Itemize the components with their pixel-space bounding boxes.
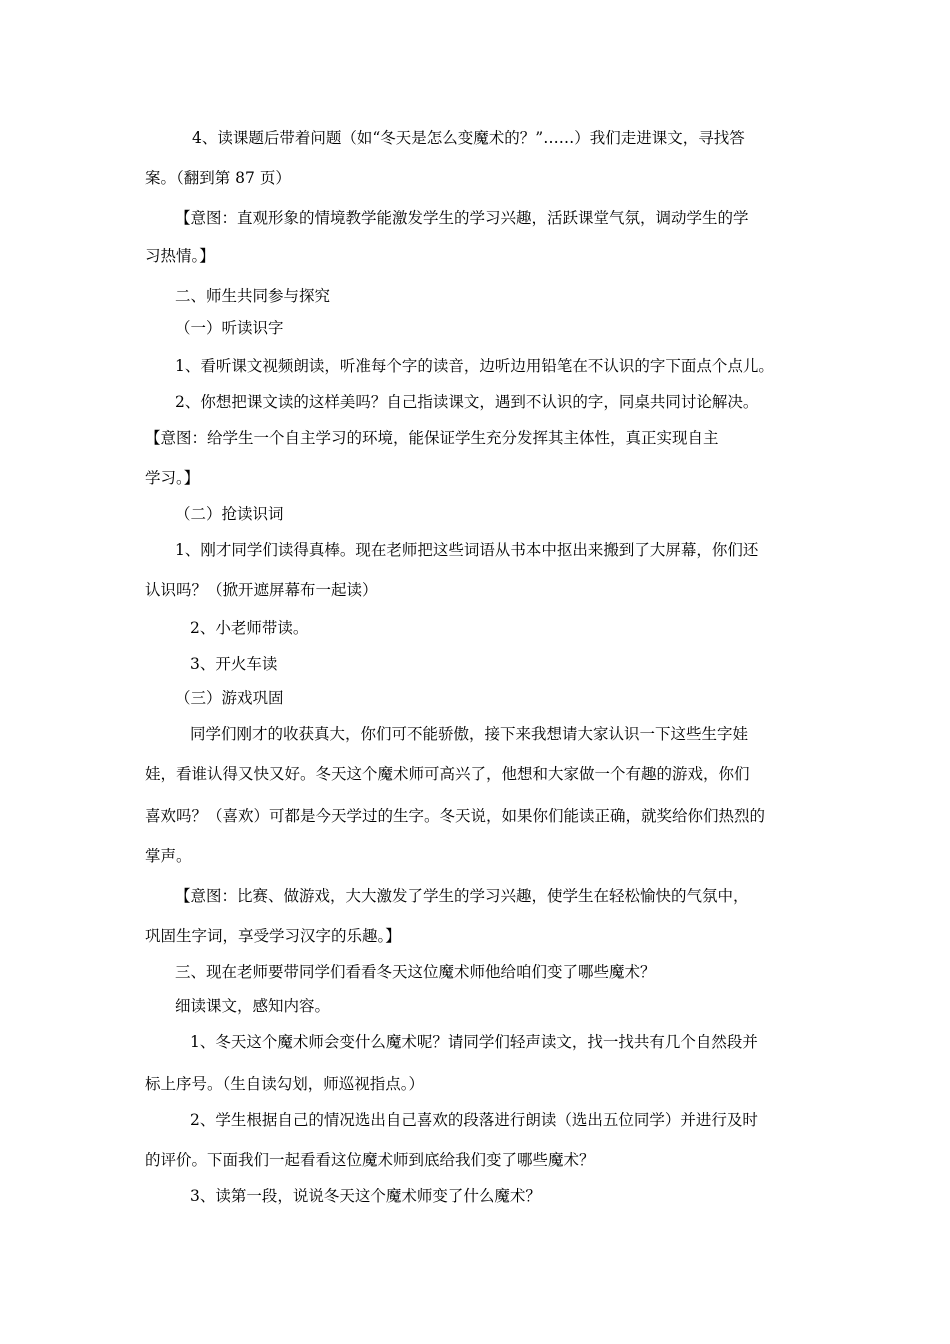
paragraph-line: 【意图：比赛、做游戏，大大激发了学生的学习兴趣，使学生在轻松愉快的气氛中，	[175, 887, 749, 905]
paragraph-line: 1、冬天这个魔术师会变什么魔术呢？请同学们轻声读文，找一找共有几个自然段并	[190, 1033, 758, 1051]
paragraph-line: 4、读课题后带着问题（如“冬天是怎么变魔术的？”……）我们走进课文，寻找答	[192, 129, 745, 147]
paragraph-line: 【意图：直观形象的情境教学能激发学生的学习兴趣，活跃课堂气氛，调动学生的学	[175, 209, 749, 227]
paragraph-line: 标上序号。（生自读勾划，师巡视指点。）	[145, 1075, 425, 1093]
paragraph-line: 娃，看谁认得又快又好。冬天这个魔术师可高兴了，他想和大家做一个有趣的游戏，你们	[145, 765, 750, 783]
section-heading: 二、师生共同参与探究	[175, 287, 331, 305]
paragraph-line: 1、刚才同学们读得真棒。现在老师把这些词语从书本中抠出来搬到了大屏幕，你们还	[175, 541, 759, 559]
subsection-heading: （二）抢读识词	[175, 505, 284, 523]
paragraph-line: 【意图：给学生一个自主学习的环境，能保证学生充分发挥其主体性，真正实现自主	[145, 429, 719, 447]
paragraph-line: 3、读第一段，说说冬天这个魔术师变了什么魔术？	[190, 1187, 541, 1205]
paragraph-line: 3、开火车读	[190, 655, 278, 673]
subsection-heading: （一）听读识字	[175, 319, 284, 337]
section-heading: 三、现在老师要带同学们看看冬天这位魔术师他给咱们变了哪些魔术？	[175, 963, 656, 981]
paragraph-line: 案。（翻到第 87 页）	[145, 169, 291, 187]
paragraph-line: 1、看听课文视频朗读，听准每个字的读音，边听边用铅笔在不认识的字下面点个点儿。	[175, 357, 774, 375]
paragraph-line: 认识吗？（掀开遮屏幕布一起读）	[145, 581, 378, 599]
paragraph-line: 细读课文，感知内容。	[175, 997, 331, 1015]
paragraph-line: 喜欢吗？（喜欢）可都是今天学过的生字。冬天说，如果你们能读正确，就奖给你们热烈的	[145, 807, 766, 825]
paragraph-line: 的评价。下面我们一起看看这位魔术师到底给我们变了哪些魔术？	[145, 1151, 595, 1169]
paragraph-line: 2、你想把课文读的这样美吗？自己指读课文，遇到不认识的字，同桌共同讨论解决。	[175, 393, 759, 411]
paragraph-line: 学习。】	[145, 469, 200, 487]
paragraph-line: 2、小老师带读。	[190, 619, 309, 637]
paragraph-line: 巩固生字词，享受学习汉字的乐趣。】	[145, 927, 401, 945]
paragraph-line: 掌声。	[145, 847, 192, 865]
paragraph-line: 同学们刚才的收获真大，你们可不能骄傲，接下来我想请大家认识一下这些生字娃	[190, 725, 749, 743]
subsection-heading: （三）游戏巩固	[175, 689, 284, 707]
paragraph-line: 2、学生根据自己的情况选出自己喜欢的段落进行朗读（选出五位同学）并进行及时	[190, 1111, 758, 1129]
paragraph-line: 习热情。】	[145, 247, 215, 265]
